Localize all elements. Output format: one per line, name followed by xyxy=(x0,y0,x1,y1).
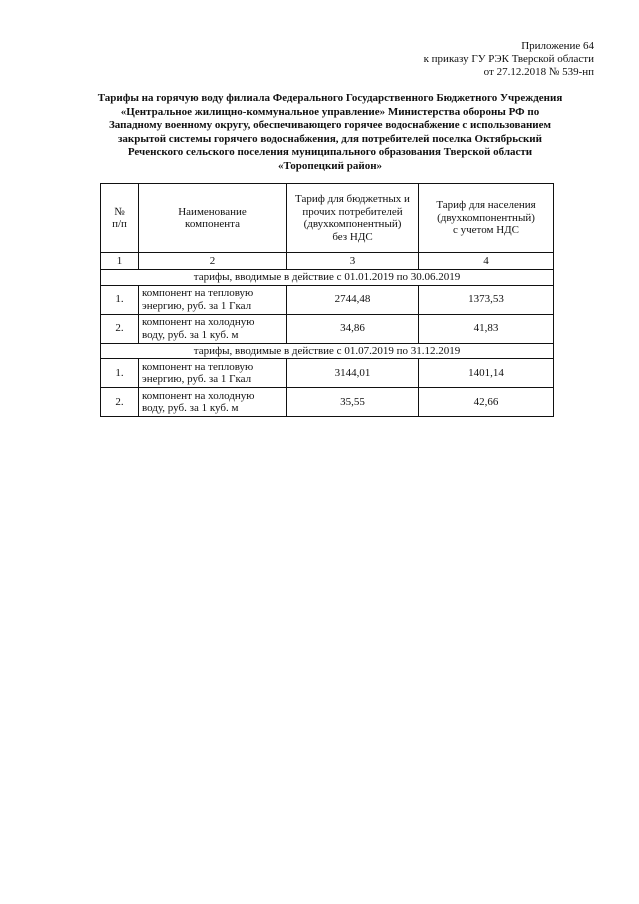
column-number: 1 xyxy=(101,253,139,270)
period-row xyxy=(101,270,554,286)
title-line: Западному военному округу, обеспечивающего горячее водоснабжение с использованием xyxy=(108,119,552,131)
table-row xyxy=(101,388,554,417)
title-line: закрытой системы горячего водоснабжения, для потребителей поселка Октябрьский xyxy=(118,132,542,145)
header-tariff-population: Тариф для населения (двухкомпонентный) с учетом НДС xyxy=(419,184,554,253)
tariff-population-value: 41,83 xyxy=(419,314,554,343)
order-date: от 27.12.2018 № 539-нп xyxy=(483,66,594,78)
appendix-number: Приложение 64 xyxy=(521,40,594,52)
period-label: тарифы, вводимые в действие с 01.07.2019 по 31.12.2019 xyxy=(101,343,554,359)
tariff-population-value: 1373,53 xyxy=(419,285,554,314)
component-name: компонент на тепловую энергию, руб. за 1 Гкал xyxy=(139,285,287,314)
table-row xyxy=(101,285,554,314)
row-number: 2. xyxy=(101,314,139,343)
table-header-row xyxy=(101,184,554,253)
period-row xyxy=(101,343,554,359)
title-line: Реченского сельского поселения муниципального образования Тверской области xyxy=(127,146,533,158)
header-number: № п/п xyxy=(101,184,139,253)
column-numbers-row xyxy=(101,253,554,270)
row-number: 1. xyxy=(101,359,139,388)
header-tariff-budget: Тариф для бюджетных и прочих потребителей (двухкомпонентный) без НДС xyxy=(287,184,419,253)
row-number: 2. xyxy=(101,388,139,417)
table-row xyxy=(101,359,554,388)
title-line: «Центральное жилищно-коммунальное управление» Министерства обороны РФ по xyxy=(120,105,540,118)
column-number: 4 xyxy=(419,253,554,270)
document-title xyxy=(80,92,580,173)
component-name: компонент на холодную воду, руб. за 1 куб. м xyxy=(139,314,287,343)
tariff-budget-value: 2744,48 xyxy=(287,285,419,314)
tariff-budget-value: 34,86 xyxy=(287,314,419,343)
component-name: компонент на холодную воду, руб. за 1 куб. м xyxy=(139,388,287,417)
order-reference: к приказу ГУ РЭК Тверской области xyxy=(423,53,594,65)
tariff-population-value: 42,66 xyxy=(419,388,554,417)
tariff-table xyxy=(100,183,554,417)
period-label: тарифы, вводимые в действие с 01.01.2019 по 30.06.2019 xyxy=(101,270,554,286)
tariff-budget-value: 35,55 xyxy=(287,388,419,417)
column-number: 2 xyxy=(139,253,287,270)
tariff-budget-value: 3144,01 xyxy=(287,359,419,388)
header-component-name: Наименование компонента xyxy=(139,184,287,253)
title-line: «Торопецкий район» xyxy=(277,159,383,172)
row-number: 1. xyxy=(101,285,139,314)
table-row xyxy=(101,314,554,343)
component-name: компонент на тепловую энергию, руб. за 1 Гкал xyxy=(139,359,287,388)
column-number: 3 xyxy=(287,253,419,270)
title-line: Тарифы на горячую воду филиала Федерального Государственного Бюджетного Учреждения xyxy=(97,92,563,104)
appendix-header xyxy=(424,40,594,79)
tariff-population-value: 1401,14 xyxy=(419,359,554,388)
